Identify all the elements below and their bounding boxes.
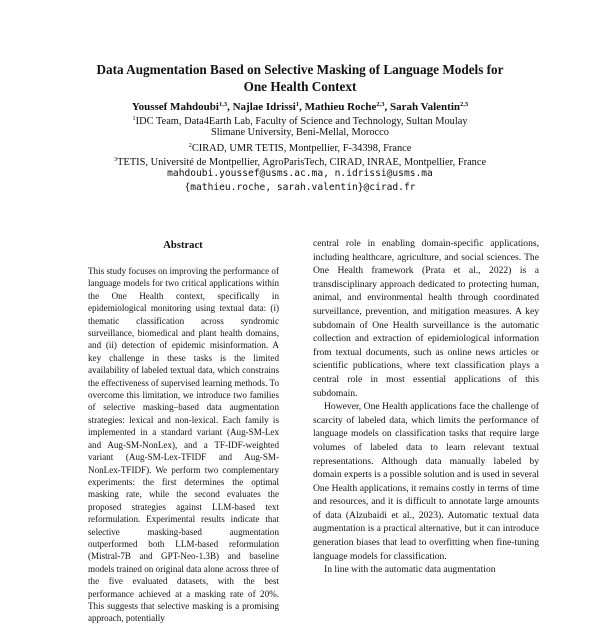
body-paragraph: central role in enabling domain-specific applications, including healthcare, agriculture, and social sciences. The One Health framework (Prata et al., 2022) is a transdisciplinary approach dedicated to protecting human, animal, and environmental health through coordinated surveillance, prevention, and mitigation measures. A key subdomain of One Health surveillance is the automatic collection and extraction of epidemiological information from textual documents, such as online news articles or scientific publications, where text classification plays a central role in most essential applications of this subdomain.	[313, 238, 539, 399]
affiliation-3: $^3$TETIS, Université de Montpellier, AgroParisTech, CIRAD, INRAE, Montpellier, France	[113, 155, 487, 168]
abstract-heading: Abstract	[163, 240, 203, 251]
paper-title-line-2: One Health Context	[243, 79, 357, 94]
author: Najlae Idrissi$^1$,	[232, 101, 305, 113]
author: Youssef Mahdoubi$^{1,3}$,	[131, 101, 233, 113]
introduction-column	[313, 237, 539, 577]
author-email-line-1: mahdoubi.youssef@usms.ac.ma, n.idrissi@usms.ma	[167, 168, 433, 179]
affiliation-2: $^2$CIRAD, UMR TETIS, Montpellier, F-34398, France	[188, 142, 412, 154]
paper-title-line-1: Data Augmentation Based on Selective Masking of Language Models for	[96, 62, 504, 77]
author: Sarah Valentin$^{2,3}$	[390, 101, 469, 113]
author-email-line-2: {mathieu.roche, sarah.valentin}@cirad.fr	[184, 182, 416, 193]
author: Mathieu Roche$^{2,3}$,	[304, 101, 391, 113]
affiliation-1: $^1$IDC Team, Data4Earth Lab, Faculty of Science and Technology, Sultan Moulay	[132, 115, 468, 127]
abstract-body: This study focuses on improving the performance of language models for two critical applications within the One Health context, specifically in epidemiological monitoring using textual data: (i) thematic classification across syndromic surveillance, biomedical and plant health domains, and (ii) detection of epidemic misinformation. A key challenge in these tasks is the limited availability of labeled textual data, which constrains the effectiveness of supervised learning methods. To overcome this limitation, we introduce two families of selective masking–based data augmentation strategies: lexical and non-lexical. Each family is implemented in a standard variant (Aug-SM-Lex and Aug-SM-NonLex), and a TF-IDF-weighted variant (Aug-SM-Lex-TFIDF and Aug-SM-NonLex-TFIDF). We perform two complementary experiments: the first determines the optimal masking rate, while the second evaluates the proposed strategies against LLM-based text reformulation. Experimental results indicate that selective masking-based augmentation outperformed both LLM-based reformulation (Mistral-7B and GPT-Neo-1.3B) and baseline models trained on original data alone across three of the five evaluated datasets, with the best performance achieved at a masking rate of 20%. This suggests that selective masking is a promising approach, potentially	[88, 266, 279, 624]
body-paragraph: However, One Health applications face the challenge of scarcity of labeled data, which limits the performance of language models on classification tasks that require large volumes of labeled data to learn relevant textual representations. Although data manually labeled by domain experts is a possible solution and is used in several One Health applications, it remains costly in terms of time and resources, and it is difficult to annotate large amounts of data (Alzubaidi et al., 2023). Automatic textual data augmentation is a practical alternative, but it can introduce generation biases that lead to overfitting when fine-tuning language models for classification.	[313, 401, 539, 562]
body-paragraph: In line with the automatic data augmentation	[324, 564, 496, 576]
affiliation-1-continued: Slimane University, Beni-Mellal, Morocco	[211, 126, 389, 138]
paper-title	[60, 61, 540, 95]
